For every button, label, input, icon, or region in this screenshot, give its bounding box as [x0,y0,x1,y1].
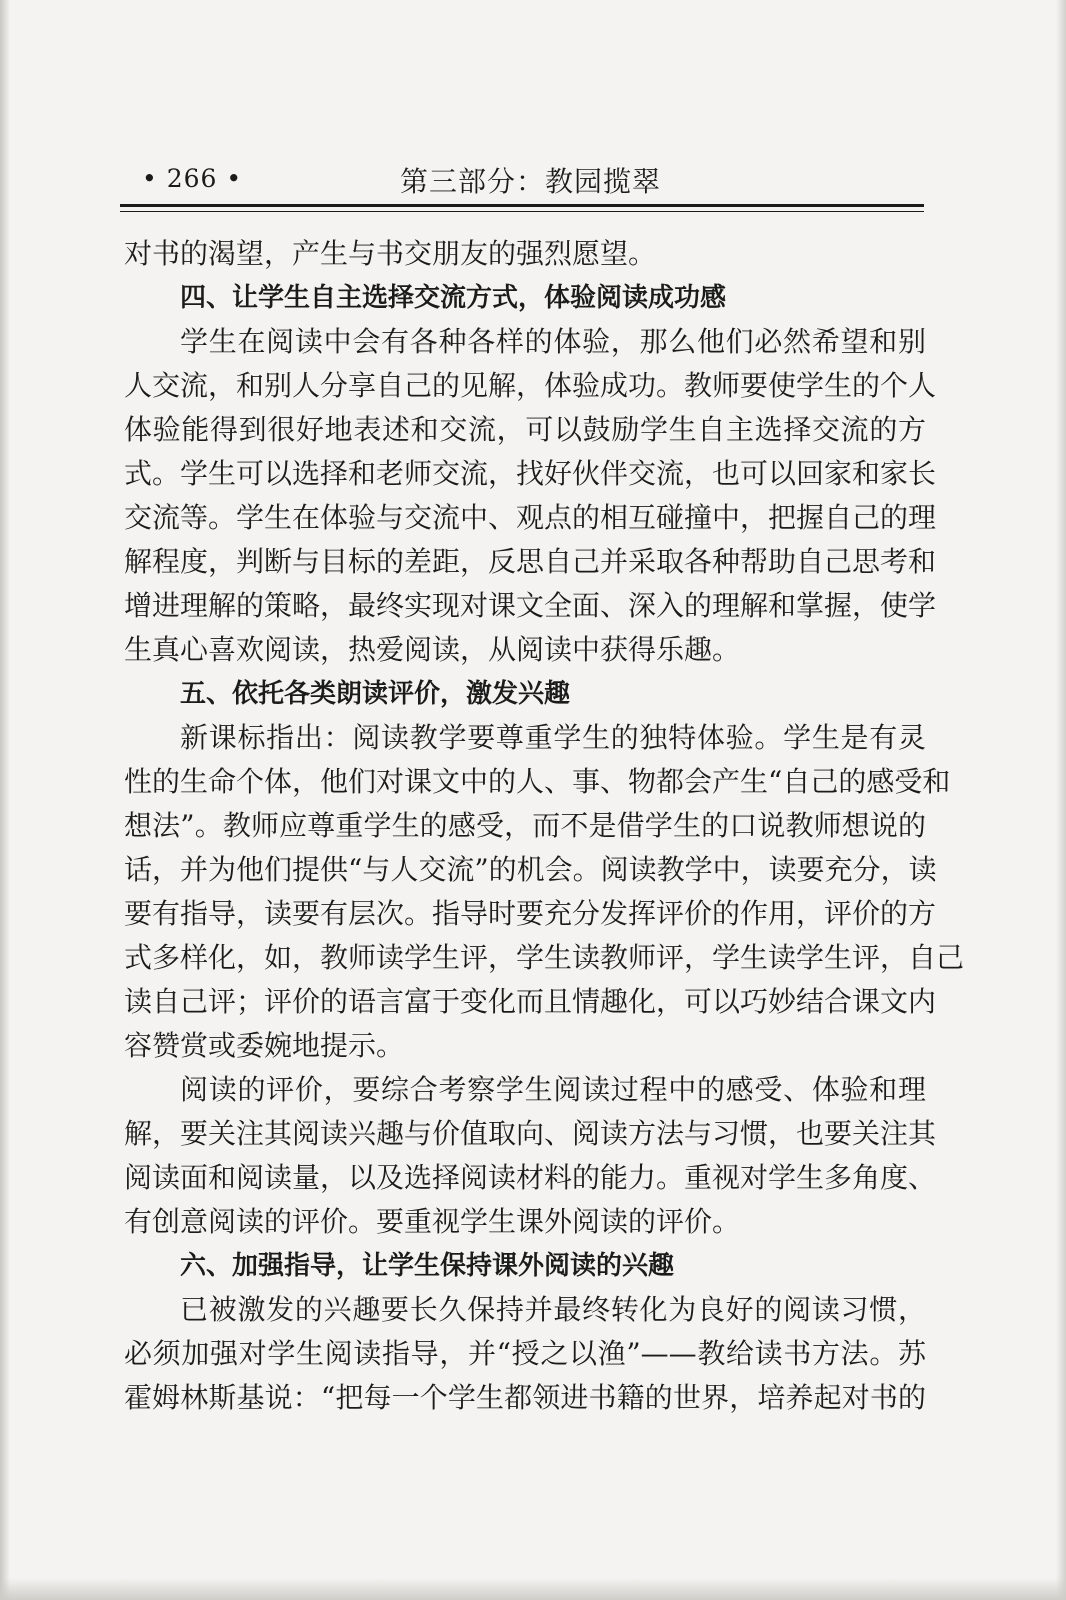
page-right-edge [1056,0,1066,1600]
text-line: 学生在阅读中会有各种各样的体验，那么他们必然希望和别 [180,325,926,358]
text-line: 霍姆林斯基说：“把每一个学生都领进书籍的世界，培养起对书的 [124,1381,926,1414]
body-text [124,232,965,1420]
text-line: 想法”。教师应尊重学生的感受，而不是借学生的口说教师想说的 [124,809,926,842]
running-head [122,158,930,206]
text-line: 要有指导，读要有层次。指导时要充分发挥评价的作用，评价的方 [124,897,937,930]
section-heading-6: 六、加强指导，让学生保持课外阅读的兴趣 [180,1251,675,1281]
text-line: 容赞赏或委婉地提示。 [124,1029,405,1062]
text-line: 对书的渴望，产生与书交朋友的强烈愿望。 [124,237,657,270]
text-line: 有创意阅读的评价。要重视学生课外阅读的评价。 [124,1205,741,1238]
page-number: • 266 • [142,164,243,193]
section-heading-5: 五、依托各类朗读评价，激发兴趣 [180,679,571,709]
text-line: 话，并为他们提供“与人交流”的机会。阅读教学中，读要充分，读 [124,853,937,886]
header-rule-thick [120,204,924,207]
page-bottom-edge [0,1578,1066,1600]
section-title: 第三部分：教园揽翠 [400,165,662,198]
text-line: 已被激发的兴趣要长久保持并最终转化为良好的阅读习惯， [180,1293,926,1326]
header-rule-thin [120,211,924,212]
text-line: 式。学生可以选择和老师交流，找好伙伴交流，也可以回家和家长 [124,457,937,490]
text-line: 体验能得到很好地表述和交流，可以鼓励学生自主选择交流的方 [124,413,926,446]
text-line: 解程度，判断与目标的差距，反思自己并采取各种帮助自己思考和 [124,545,937,578]
text-line: 性的生命个体，他们对课文中的人、事、物都会产生“自己的感受和 [124,765,951,798]
text-line: 式多样化，如，教师读学生评，学生读教师评，学生读学生评，自己 [124,941,965,974]
section-heading-4: 四、让学生自主选择交流方式，体验阅读成功感 [180,283,727,313]
text-line: 新课标指出：阅读教学要尊重学生的独特体验。学生是有灵 [180,721,926,754]
text-line: 增进理解的策略，最终实现对课文全面、深入的理解和掌握，使学 [124,589,937,622]
text-line: 读自己评；评价的语言富于变化而且情趣化，可以巧妙结合课文内 [124,985,937,1018]
text-line: 交流等。学生在体验与交流中、观点的相互碰撞中，把握自己的理 [124,501,937,534]
text-line: 阅读面和阅读量，以及选择阅读材料的能力。重视对学生多角度、 [124,1161,937,1194]
text-line: 人交流，和别人分享自己的见解，体验成功。教师要使学生的个人 [124,369,937,402]
text-line: 解，要关注其阅读兴趣与价值取向、阅读方法与习惯，也要关注其 [124,1117,937,1150]
text-line: 阅读的评价，要综合考察学生阅读过程中的感受、体验和理 [180,1073,926,1106]
text-line: 生真心喜欢阅读，热爱阅读，从阅读中获得乐趣。 [124,633,741,666]
text-line: 必须加强对学生阅读指导，并“授之以渔”——教给读书方法。苏 [124,1337,926,1370]
page-left-edge [0,0,10,1600]
